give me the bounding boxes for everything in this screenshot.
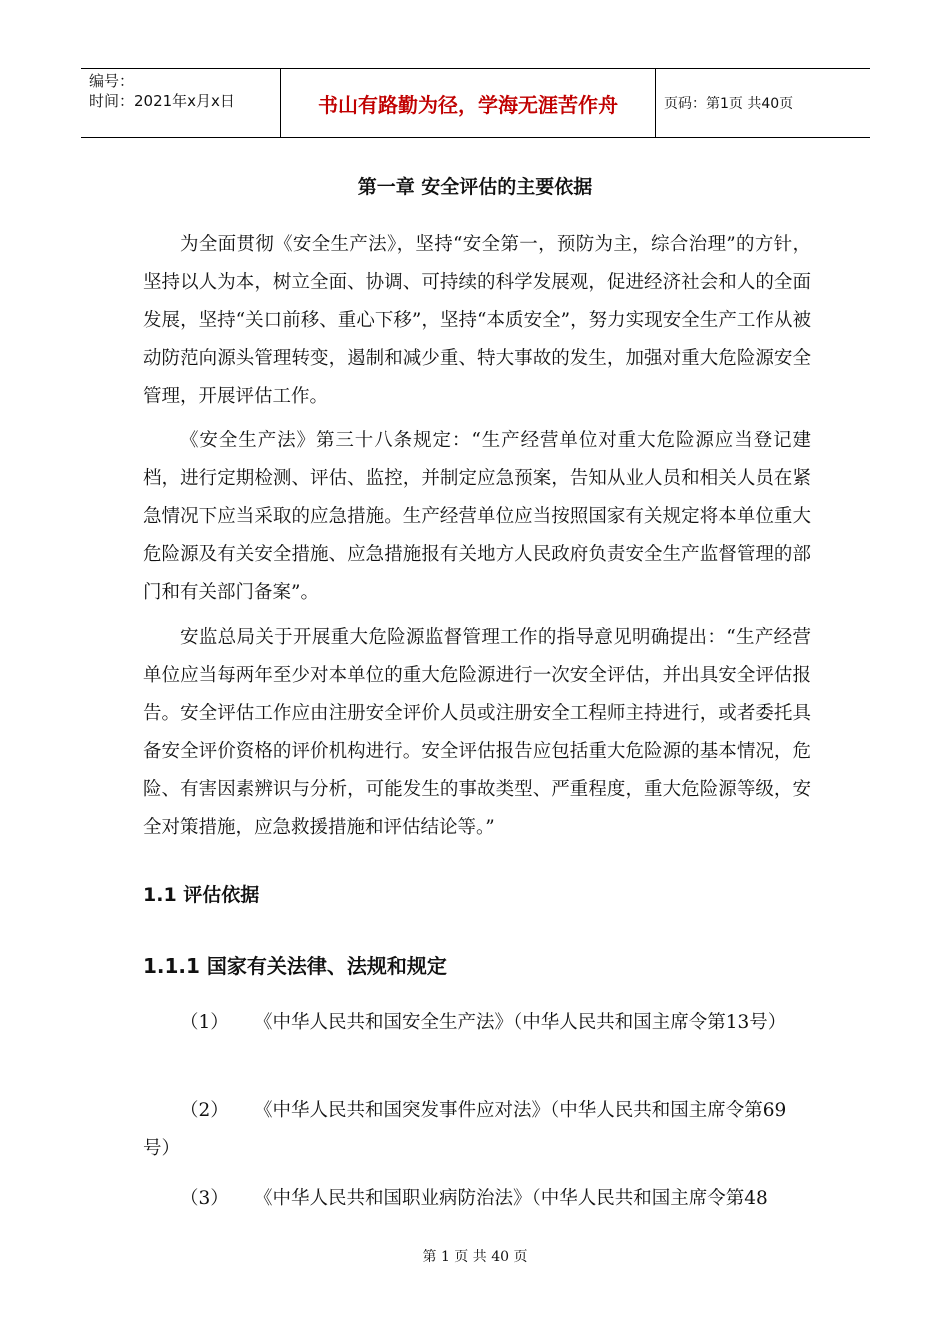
law-item-number: （3） [180, 1188, 229, 1209]
law-item-text: 《中华人民共和国职业病防治法》（中华人民共和国主席令第48 [254, 1188, 768, 1209]
law-item-number: （2） [180, 1100, 229, 1121]
document-header [81, 68, 870, 138]
law-list-item [143, 1004, 811, 1042]
law-item-text: 《中华人民共和国突发事件应对法》（中华人民共和国主席令第69号） [143, 1100, 787, 1159]
law-list-item [143, 1180, 811, 1218]
law-list-item [143, 1092, 811, 1168]
paragraph-guidance: 安监总局关于开展重大危险源监督管理工作的指导意见明确提出：“生产经营单位应当每两年至少对本单位的重大危险源进行一次安全评估，并出具安全评估报告。安全评估工作应由注册安全评价人员或注册安全工程师主持进行，或者委托具备安全评价资格的评价机构进行。安全评估报告应包括重大危险源的基本情况，危险、有害因素辨识与分析，可能发生的事故类型、严重程度，重大危险源等级，安全对策措施，应急救援措施和评估结论等。” [143, 627, 811, 838]
section-heading-1-1-1: 1.1.1 国家有关法律、法规和规定 [143, 954, 447, 978]
header-page-info: 页码：第1页 共40页 [664, 96, 794, 112]
paragraph-intro: 为全面贯彻《安全生产法》，坚持“安全第一，预防为主，综合治理”的方针，坚持以人为本，树立全面、协调、可持续的科学发展观，促进经济社会和人的全面发展，坚持“关口前移、重心下移”，坚持“本质安全”，努力实现安全生产工作从被动防范向源头管理转变，遏制和减少重、特大事故的发生，加强对重大危险源安全管理，开展评估工作。 [143, 234, 811, 407]
chapter-title: 第一章 安全评估的主要依据 [357, 176, 593, 198]
page-footer: 第 1 页 共 40 页 [422, 1249, 528, 1265]
law-item-number: （1） [180, 1012, 229, 1033]
section-heading-1-1: 1.1 评估依据 [143, 884, 260, 906]
document-date-label: 时间：2021年x月x日 [89, 92, 235, 110]
law-item-text: 《中华人民共和国安全生产法》（中华人民共和国主席令第13号） [254, 1012, 787, 1033]
paragraph-safety-law-article: 《安全生产法》第三十八条规定：“生产经营单位对重大危险源应当登记建档，进行定期检测、评估、监控，并制定应急预案，告知从业人员和相关人员在紧急情况下应当采取的应急措施。生产经营单位应当按照国家有关规定将本单位重大危险源及有关安全措施、应急措施报有关地方人民政府负责安全生产监督管理的部门和有关部门备案”。 [143, 430, 811, 603]
header-motto: 书山有路勤为径，学海无涯苦作舟 [281, 69, 656, 137]
document-number-label: 编号： [89, 72, 135, 90]
header-meta-cell [81, 69, 281, 137]
